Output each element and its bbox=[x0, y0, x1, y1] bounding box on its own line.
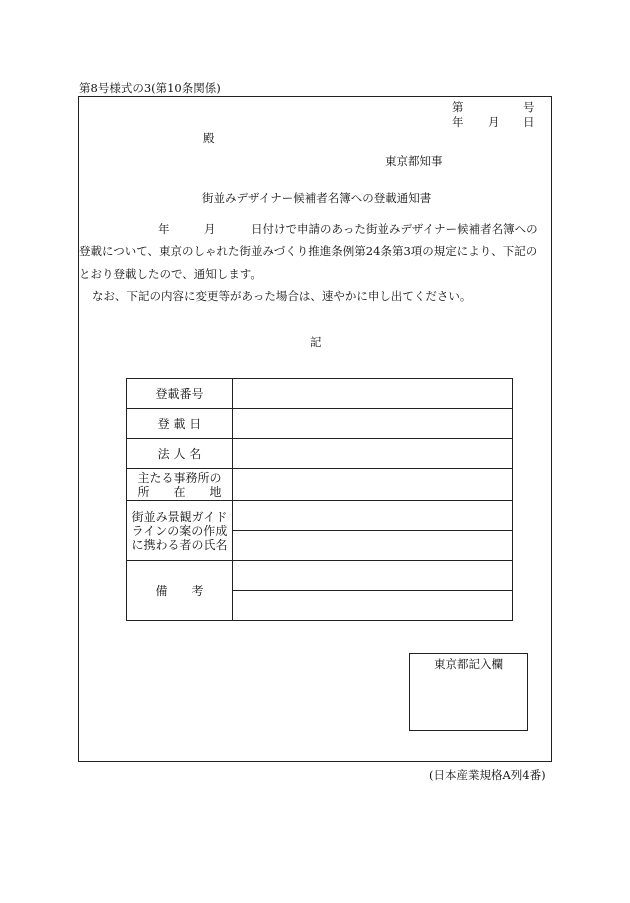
doc-number-suffix: 号 bbox=[523, 100, 535, 114]
label-registration-number: 登載番号 bbox=[127, 379, 233, 409]
guideline-authors-line-2: ラインの案の作成 bbox=[131, 523, 228, 538]
form-number: 第8号様式の3(第10条関係) bbox=[79, 81, 221, 95]
value-remarks-2 bbox=[233, 591, 513, 621]
document-title: 街並みデザイナー候補者名簿への登載通知書 bbox=[202, 191, 432, 205]
office-address-line-1: 主たる事務所の bbox=[137, 470, 222, 485]
label-guideline-authors bbox=[127, 501, 233, 561]
label-registration-date: 登 載 日 bbox=[127, 409, 233, 439]
value-office-address bbox=[233, 469, 513, 501]
date-month: 月 bbox=[488, 115, 500, 129]
date-year: 年 bbox=[452, 115, 464, 129]
date-day: 日 bbox=[523, 115, 535, 129]
body-month: 月 bbox=[204, 222, 216, 236]
table-row bbox=[127, 469, 513, 501]
table-row bbox=[127, 409, 513, 439]
value-guideline-author-2 bbox=[233, 531, 513, 561]
value-remarks-1 bbox=[233, 561, 513, 591]
office-address-line-2: 所 在 地 bbox=[137, 484, 222, 499]
label-corporation-name: 法 人 名 bbox=[127, 439, 233, 469]
value-guideline-author-1 bbox=[233, 501, 513, 531]
label-remarks: 備 考 bbox=[127, 561, 233, 621]
office-box-label: 東京都記入欄 bbox=[434, 657, 503, 671]
body-line-3: とおり登載したので、通知します。 bbox=[79, 267, 262, 281]
table-row bbox=[127, 379, 513, 409]
label-office-address bbox=[127, 469, 233, 501]
body-year: 年 bbox=[158, 222, 170, 236]
body-line-1: 日付けで申請のあった街並みデザイナー候補者名簿への bbox=[251, 222, 538, 236]
value-registration-date bbox=[233, 409, 513, 439]
issuer: 東京都知事 bbox=[385, 154, 443, 168]
ki-heading: 記 bbox=[310, 335, 322, 349]
guideline-authors-line-3: に携わる者の氏名 bbox=[131, 537, 228, 552]
addressee-suffix: 殿 bbox=[203, 131, 215, 145]
table-row bbox=[127, 561, 513, 591]
doc-number-prefix: 第 bbox=[452, 100, 464, 114]
body-line-2: 登載について、東京のしゃれた街並みづくり推進条例第24条第3項の規定により、下記の bbox=[79, 244, 538, 258]
table-row bbox=[127, 439, 513, 469]
value-registration-number bbox=[233, 379, 513, 409]
body-line-4: なお、下記の内容に変更等があった場合は、速やかに申し出てください。 bbox=[92, 289, 472, 303]
paper-size-note: (日本産業規格A列4番) bbox=[429, 768, 546, 782]
guideline-authors-line-1: 街並み景観ガイド bbox=[131, 509, 228, 524]
registration-table bbox=[126, 378, 513, 621]
table-row bbox=[127, 501, 513, 531]
value-corporation-name bbox=[233, 439, 513, 469]
